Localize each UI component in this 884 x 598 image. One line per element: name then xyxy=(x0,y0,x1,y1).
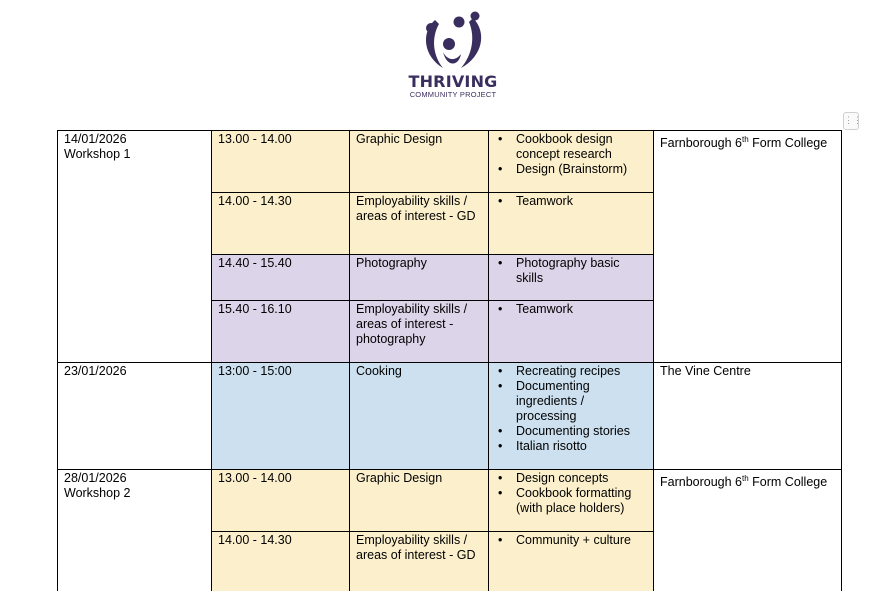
list-item: • Teamwork xyxy=(495,302,647,317)
slot-bullets xyxy=(489,131,654,193)
session-date-cell xyxy=(58,363,212,470)
slot-time: 13:00 - 15:00 xyxy=(212,363,350,470)
slot-bullets xyxy=(489,470,654,532)
slot-bullets xyxy=(489,301,654,363)
list-item: • Design concepts xyxy=(495,471,647,486)
slot-time: 15.40 - 16.10 xyxy=(212,301,350,363)
page-cutoff xyxy=(0,591,884,598)
slot-time: 14.40 - 15.40 xyxy=(212,255,350,301)
list-item: • Italian risotto xyxy=(495,439,647,454)
session-date-cell xyxy=(58,470,212,594)
session-date: 14/01/2026 xyxy=(64,132,127,146)
session-date: 28/01/2026 xyxy=(64,471,127,485)
session-location: Farnborough 6th Form College xyxy=(654,470,842,594)
slot-topic: Photography xyxy=(350,255,489,301)
slot-time: 13.00 - 14.00 xyxy=(212,131,350,193)
session-location: The Vine Centre xyxy=(654,363,842,470)
slot-bullets xyxy=(489,532,654,594)
list-item: • Documenting ingredients / processing xyxy=(495,379,647,424)
table-row xyxy=(58,131,842,193)
list-item: • Photography basic skills xyxy=(495,256,647,286)
slot-time: 14.00 - 14.30 xyxy=(212,532,350,594)
schedule-table xyxy=(57,130,842,594)
slot-bullets xyxy=(489,193,654,255)
session-workshop: Workshop 1 xyxy=(64,147,131,161)
logo-title: THRIVING xyxy=(408,72,498,91)
slot-bullets xyxy=(489,363,654,470)
thriving-logo xyxy=(398,10,508,110)
session-date-cell xyxy=(58,131,212,363)
table-drag-handle-icon[interactable]: ⋮⋮ xyxy=(843,112,859,130)
list-item: • Cookbook formatting (with place holders) xyxy=(495,486,647,516)
list-item: • Recreating recipes xyxy=(495,364,647,379)
slot-topic: Employability skills / areas of interest - GD xyxy=(350,532,489,594)
session-workshop: Workshop 2 xyxy=(64,486,131,500)
slot-time: 14.00 - 14.30 xyxy=(212,193,350,255)
people-emblem-icon xyxy=(413,10,493,74)
session-date: 23/01/2026 xyxy=(64,364,127,378)
list-item: • Documenting stories xyxy=(495,424,647,439)
table-row xyxy=(58,470,842,532)
list-item: • Teamwork xyxy=(495,194,647,209)
slot-topic: Employability skills / areas of interest - GD xyxy=(350,193,489,255)
table-row xyxy=(58,363,842,470)
slot-topic: Employability skills / areas of interest - photography xyxy=(350,301,489,363)
slot-topic: Cooking xyxy=(350,363,489,470)
logo-subtitle: COMMUNITY PROJECT xyxy=(409,90,497,99)
slot-time: 13.00 - 14.00 xyxy=(212,470,350,532)
slot-bullets xyxy=(489,255,654,301)
session-location: Farnborough 6th Form College xyxy=(654,131,842,363)
list-item: • Design (Brainstorm) xyxy=(495,162,647,177)
list-item: • Community + culture xyxy=(495,533,647,548)
slot-topic: Graphic Design xyxy=(350,131,489,193)
list-item: • Cookbook design concept research xyxy=(495,132,647,162)
slot-topic: Graphic Design xyxy=(350,470,489,532)
